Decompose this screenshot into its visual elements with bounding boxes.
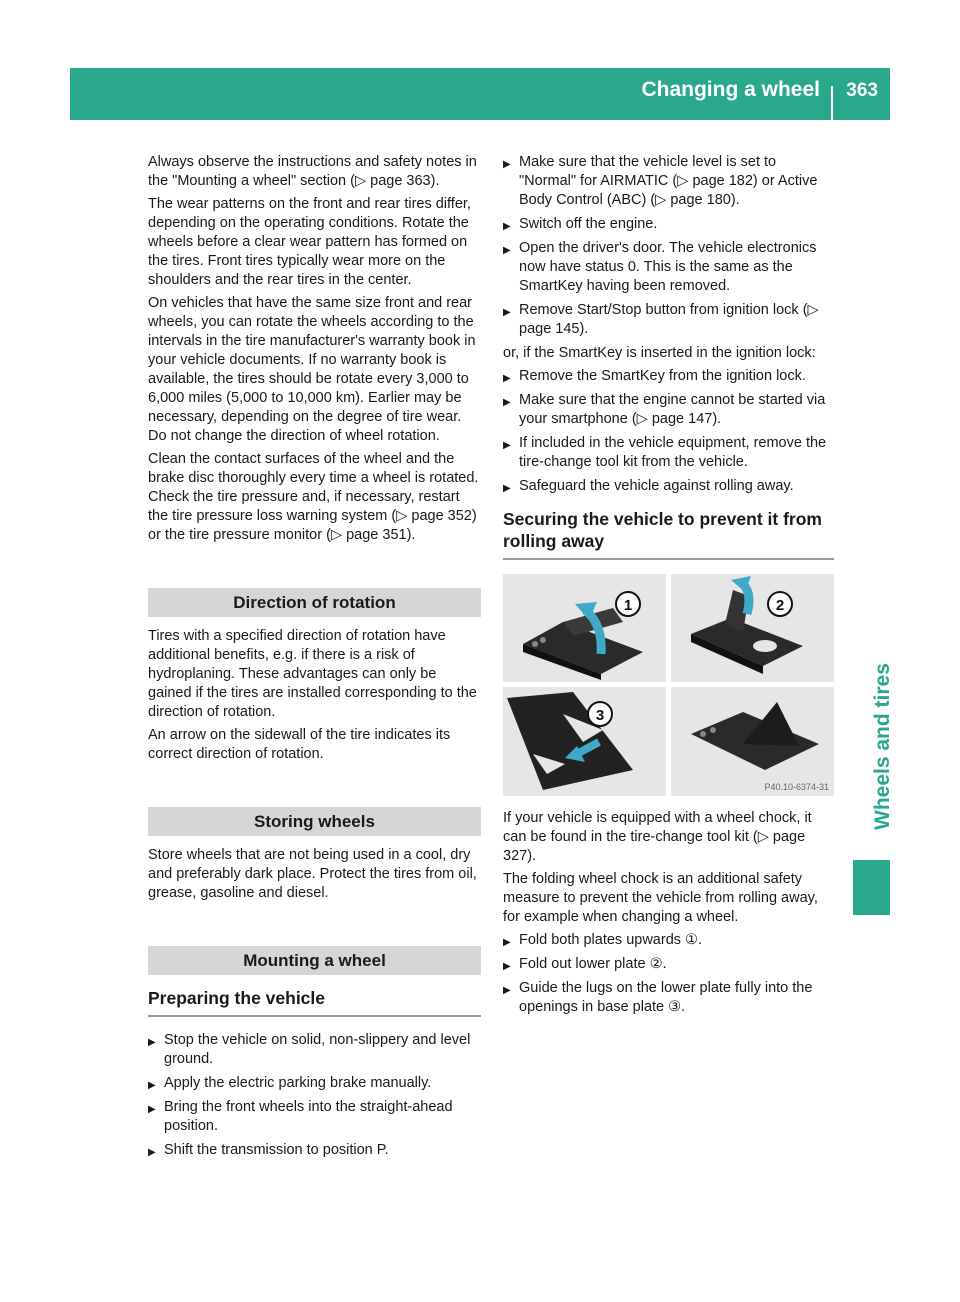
- section-heading-storing: Storing wheels: [148, 807, 481, 836]
- wheel-chock-figure: [503, 574, 834, 796]
- section-heading-direction: Direction of rotation: [148, 588, 481, 617]
- subheading-securing: Securing the vehicle to prevent it from rolling away: [503, 508, 834, 560]
- direction-paragraph: An arrow on the sidewall of the tire indicates its correct direction of rotation.: [148, 727, 451, 762]
- left-column: [148, 153, 481, 1165]
- wheel-chock-illustration: [503, 574, 834, 796]
- securing-paragraph: If your vehicle is equipped with a wheel chock, it can be found in the tire-change tool kit (▷ page 327).: [503, 810, 812, 864]
- header-divider: [831, 86, 833, 120]
- header-bar: [70, 68, 890, 120]
- step-item: ▶ Remove the SmartKey from the ignition lock.: [503, 367, 834, 386]
- section-heading-mounting: Mounting a wheel: [148, 946, 481, 975]
- subheading-preparing: Preparing the vehicle: [148, 987, 481, 1017]
- svg-text:2: 2: [775, 597, 785, 614]
- intro-paragraph: On vehicles that have the same size front and rear wheels, you can rotate the wheels according to the intervals in the tire manufacturer's warranty book in your vehicle documents. If no warranty book is available, the tires should be rotate every 3,000 to 6,000 miles (5,000 to 10,000 km). Earlier may be necessary, depending on the degree of tire wear. Do not change the direction of wheel rotation.: [148, 295, 476, 444]
- intro-paragraph: Always observe the instructions and safety notes in the "Mounting a wheel" section (▷ page 363).: [148, 154, 477, 189]
- step-item: ▶ Fold out lower plate ②.: [503, 955, 834, 974]
- step-item: ▶ Fold both plates upwards ①.: [503, 931, 834, 950]
- step-item: ▶ Make sure that the engine cannot be started via your smartphone (▷ page 147).: [503, 391, 834, 429]
- svg-text:1: 1: [623, 597, 633, 614]
- page-number: 363: [846, 80, 878, 101]
- step-item: ▶ Stop the vehicle on solid, non-slippery and level ground.: [148, 1031, 481, 1069]
- step-item: ▶ Remove Start/Stop button from ignition lock (▷ page 145).: [503, 301, 834, 339]
- step-item: ▶ Apply the electric parking brake manually.: [148, 1074, 481, 1093]
- intro-paragraph: The wear patterns on the front and rear tires differ, depending on the operating conditions. Rotate the wheels before a clear wear pattern has formed on the tires. Front tires typically wear more on the shoulders and the rear tires in the center.: [148, 196, 471, 288]
- step-item: ▶ If included in the vehicle equipment, remove the tire-change tool kit from the vehicle.: [503, 434, 834, 472]
- callout-2: [768, 592, 792, 616]
- step-item: ▶ Make sure that the vehicle level is set to "Normal" for AIRMATIC (▷ page 182) or Active Body Control (ABC) (▷ page 180).: [503, 153, 834, 210]
- or-text: or, if the SmartKey is inserted in the ignition lock:: [503, 345, 816, 361]
- step-item: ▶ Switch off the engine.: [503, 215, 834, 234]
- intro-paragraph: Clean the contact surfaces of the wheel and the brake disc thoroughly every time a wheel is rotated. Check the tire pressure and, if necessary, restart the tire pressure loss warning system (▷ page 352) or the tire pressure monitor (▷ page 351).: [148, 451, 479, 543]
- step-item: ▶ Open the driver's door. The vehicle electronics now have status 0. This is the same as the SmartKey having been removed.: [503, 239, 834, 296]
- storing-paragraph: Store wheels that are not being used in a cool, dry and preferably dark place. Protect the tires from oil, grease, gasoline and diesel.: [148, 847, 477, 901]
- side-tab-label: Wheels and tires: [871, 663, 894, 830]
- side-tab: [853, 640, 894, 835]
- callout-3: [588, 702, 612, 726]
- direction-paragraph: Tires with a specified direction of rotation have additional benefits, e.g. if there is a risk of hydroplaning. These advantages can only be gained if the tires are installed corresponding to the direction of rotation.: [148, 628, 477, 720]
- step-item: ▶ Safeguard the vehicle against rolling away.: [503, 477, 834, 496]
- step-item: ▶ Shift the transmission to position P.: [148, 1141, 481, 1160]
- right-column: [503, 153, 834, 1022]
- callout-1: [616, 592, 640, 616]
- side-tab-block: [853, 860, 890, 915]
- securing-paragraph: The folding wheel chock is an additional safety measure to prevent the vehicle from rolling away, for example when changing a wheel.: [503, 871, 818, 925]
- svg-text:3: 3: [595, 707, 605, 724]
- chapter-title: Changing a wheel: [641, 78, 820, 101]
- figure-code: P40.10-6374-31: [764, 782, 829, 792]
- step-item: ▶ Guide the lugs on the lower plate fully into the openings in base plate ③.: [503, 979, 834, 1017]
- step-item: ▶ Bring the front wheels into the straight-ahead position.: [148, 1098, 481, 1136]
